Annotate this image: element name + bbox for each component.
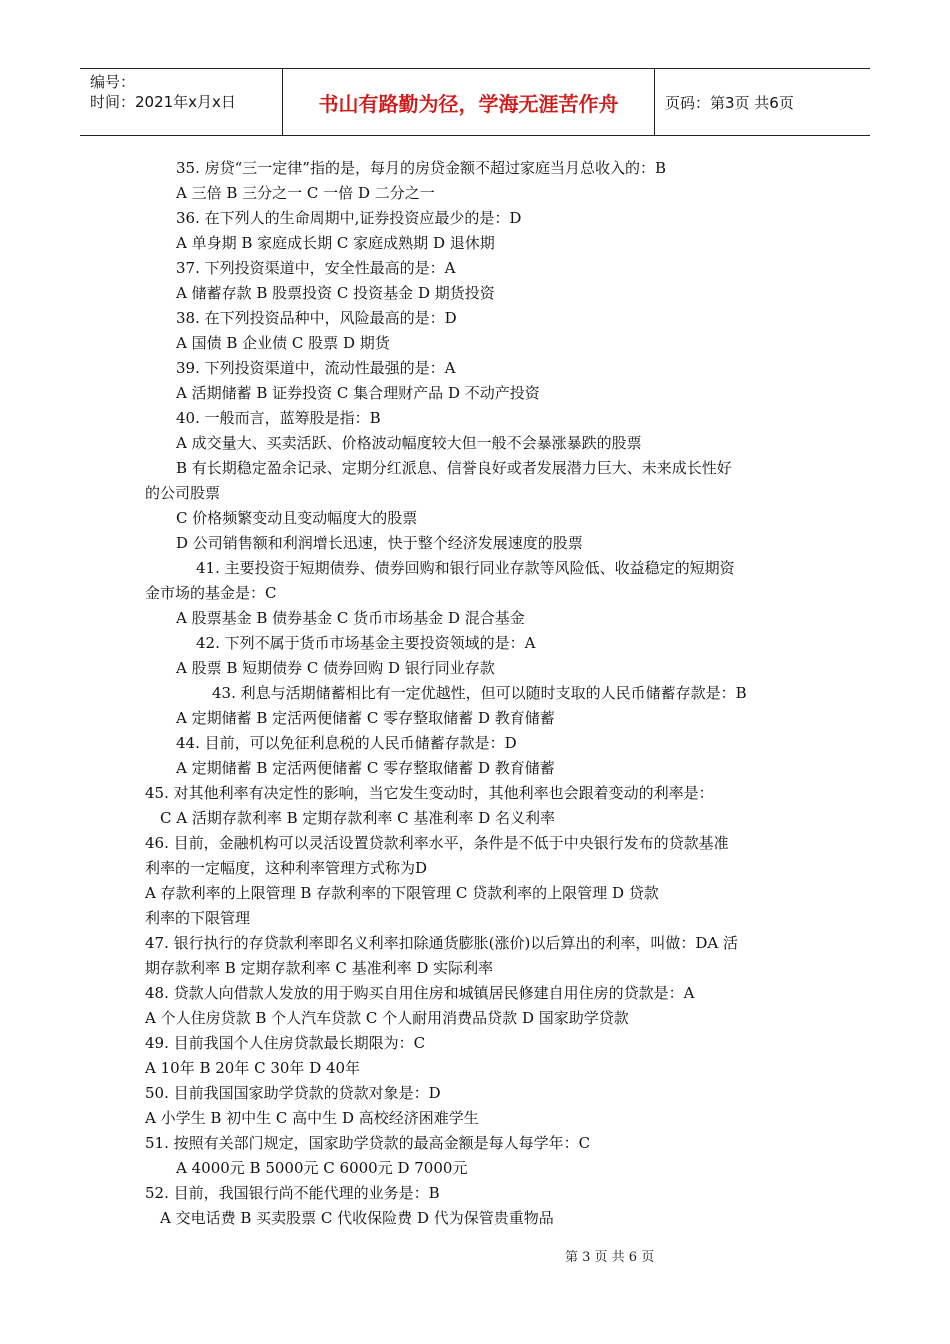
question-40: 40. 一般而言，蓝筹股是指：B	[176, 409, 381, 427]
question-40-option-a: A 成交量大、买卖活跃、价格波动幅度较大但一般不会暴涨暴跌的股票	[176, 434, 642, 452]
page-info: 页码：第3页 共6页	[665, 93, 794, 112]
question-37: 37. 下列投资渠道中，安全性最高的是：A	[176, 259, 456, 277]
question-38: 38. 在下列投资品种中，风险最高的是：D	[176, 309, 457, 327]
question-41-cont: 金市场的基金是：C	[145, 584, 277, 602]
question-48: 48. 贷款人向借款人发放的用于购买自用住房和城镇居民修建自用住房的贷款是：A	[145, 984, 695, 1002]
question-50-options: A 小学生 B 初中生 C 高中生 D 高校经济困难学生	[145, 1109, 479, 1127]
question-41: 41. 主要投资于短期债券、债券回购和银行同业存款等风险低、收益稳定的短期资	[196, 559, 735, 577]
question-43-options: A 定期储蓄 B 定活两便储蓄 C 零存整取储蓄 D 教育储蓄	[176, 709, 555, 727]
question-45: 45. 对其他利率有决定性的影响，当它发生变动时，其他利率也会跟着变动的利率是：	[145, 784, 714, 802]
question-39-options: A 活期储蓄 B 证券投资 C 集合理财产品 D 不动产投资	[176, 384, 540, 402]
question-38-options: A 国债 B 企业债 C 股票 D 期货	[176, 334, 390, 352]
question-42-options: A 股票 B 短期债券 C 债券回购 D 银行同业存款	[176, 659, 495, 677]
question-40-option-b-cont: 的公司股票	[145, 484, 221, 502]
question-40-option-c: C 价格频繁变动且变动幅度大的股票	[176, 509, 418, 527]
page-footer: 第 3 页 共 6 页	[565, 1250, 655, 1265]
date-label: 时间：2021年x月x日	[90, 93, 236, 111]
question-46-options: A 存款利率的上限管理 B 存款利率的下限管理 C 贷款利率的上限管理 D 贷款	[145, 884, 659, 902]
question-49: 49. 目前我国个人住房贷款最长期限为：C	[145, 1034, 426, 1052]
motto: 书山有路勤为径，学海无涯苦作舟	[283, 69, 655, 135]
question-51: 51. 按照有关部门规定，国家助学贷款的最高金额是每人每学年：C	[145, 1134, 591, 1152]
question-37-options: A 储蓄存款 B 股票投资 C 投资基金 D 期货投资	[176, 284, 495, 302]
question-46: 46. 目前，金融机构可以灵活设置贷款利率水平，条件是不低于中央银行发布的贷款基准	[145, 834, 729, 852]
question-41-options: A 股票基金 B 债券基金 C 货币市场基金 D 混合基金	[176, 609, 525, 627]
question-48-options: A 个人住房贷款 B 个人汽车贷款 C 个人耐用消费品贷款 D 国家助学贷款	[145, 1009, 629, 1027]
question-44: 44. 目前，可以免征利息税的人民币储蓄存款是：D	[176, 734, 517, 752]
question-35: 35. 房贷“三一定律”指的是，每月的房贷金额不超过家庭当月总收入的：B	[176, 159, 666, 177]
question-51-options: A 4000元 B 5000元 C 6000元 D 7000元	[176, 1159, 468, 1177]
question-43: 43. 利息与活期储蓄相比有一定优越性，但可以随时支取的人民币储蓄存款是：B	[212, 684, 747, 702]
question-40-option-d: D 公司销售额和利润增长迅速，快于整个经济发展速度的股票	[176, 534, 583, 552]
question-49-options: A 10年 B 20年 C 30年 D 40年	[145, 1059, 361, 1077]
question-44-options: A 定期储蓄 B 定活两便储蓄 C 零存整取储蓄 D 教育储蓄	[176, 759, 555, 777]
question-47-options: 期存款利率 B 定期存款利率 C 基准利率 D 实际利率	[145, 959, 494, 977]
number-label: 编号：	[90, 73, 136, 91]
question-52: 52. 目前，我国银行尚不能代理的业务是：B	[145, 1184, 440, 1202]
question-39: 39. 下列投资渠道中，流动性最强的是：A	[176, 359, 456, 377]
question-46-options-cont: 利率的下限管理	[145, 909, 251, 927]
question-36-options: A 单身期 B 家庭成长期 C 家庭成熟期 D 退休期	[176, 234, 495, 252]
header-meta	[80, 69, 283, 135]
question-52-options: A 交电话费 B 买卖股票 C 代收保险费 D 代为保管贵重物品	[160, 1209, 554, 1227]
question-46-cont: 利率的一定幅度，这种利率管理方式称为D	[145, 859, 428, 877]
question-35-options: A 三倍 B 三分之一 C 一倍 D 二分之一	[176, 184, 435, 202]
question-47: 47. 银行执行的存贷款利率即名义利率扣除通货膨胀(涨价)以后算出的利率，叫做：DA 活	[145, 934, 738, 952]
question-42: 42. 下列不属于货币市场基金主要投资领域的是：A	[196, 634, 536, 652]
question-36: 36. 在下列人的生命周期中,证券投资应最少的是：D	[176, 209, 522, 227]
question-45-options: C A 活期存款利率 B 定期存款利率 C 基准利率 D 名义利率	[160, 809, 555, 827]
question-50: 50. 目前我国国家助学贷款的贷款对象是：D	[145, 1084, 441, 1102]
page-header	[80, 68, 870, 136]
question-40-option-b: B 有长期稳定盈余记录、定期分红派息、信誉良好或者发展潜力巨大、未来成长性好	[176, 459, 732, 477]
